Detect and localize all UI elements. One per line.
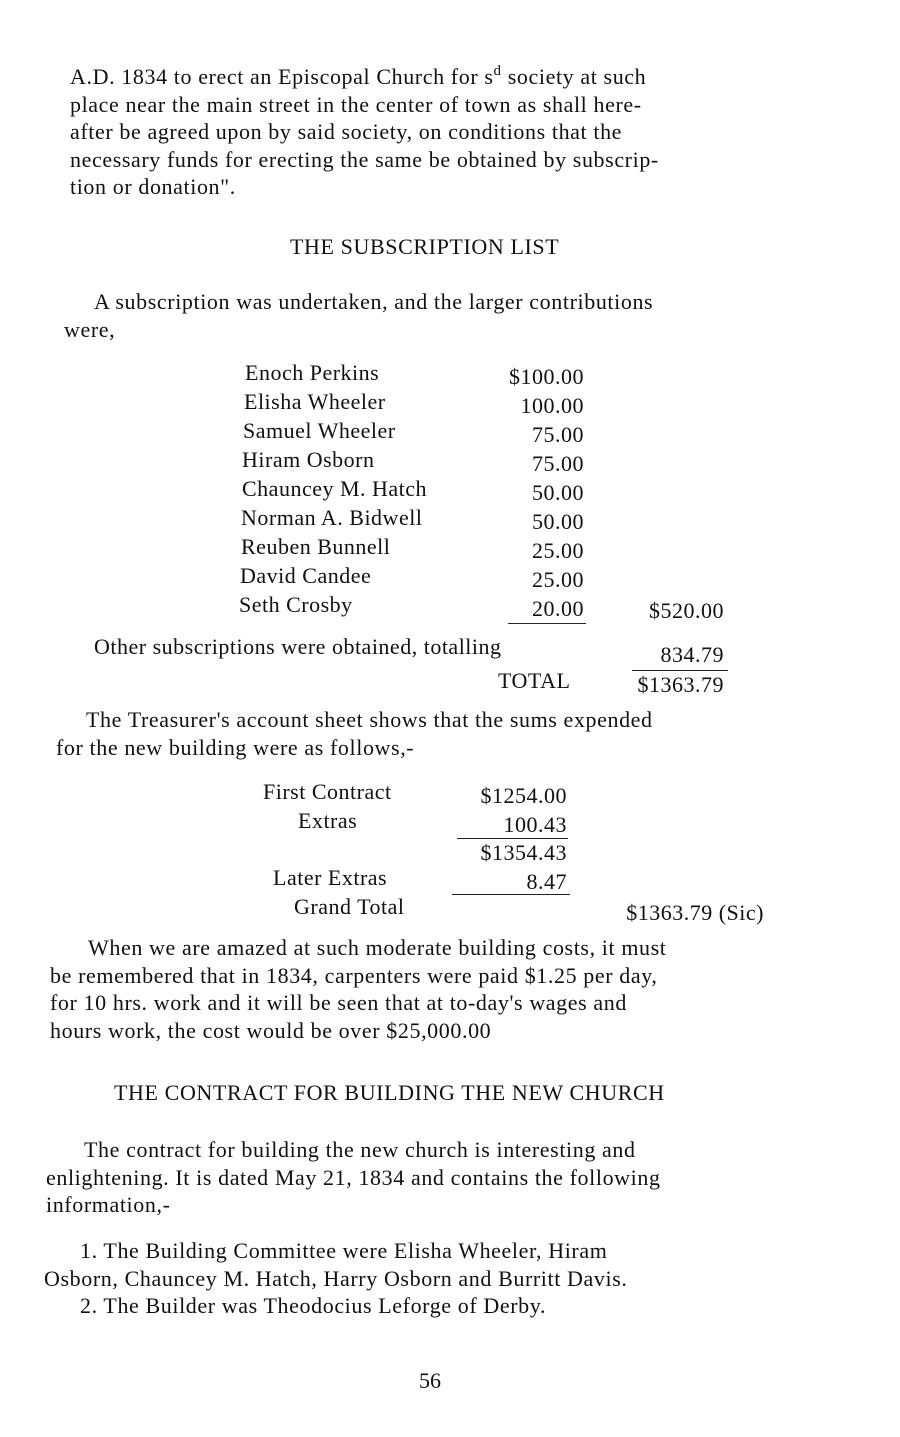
contributor-amount: 100.00 — [520, 393, 584, 418]
treasurer-line-2: for the new building were as follows,- — [56, 734, 415, 760]
costs-paragraph — [50, 934, 667, 1044]
contributor-name: Reuben Bunnell — [241, 534, 391, 559]
treasurer-paragraph — [56, 706, 653, 761]
contract-items — [44, 1237, 627, 1320]
intro-line-4: necessary funds for erecting the same be obtained by subscrip- — [70, 146, 659, 172]
contract-item-1-line-2: Osborn, Chauncey M. Hatch, Harry Osborn and Burritt Davis. — [44, 1265, 628, 1291]
intro-line-3: after be agreed upon by said society, on conditions that the — [70, 119, 623, 144]
superscript-d: d — [493, 63, 502, 79]
expense-label: Extras — [298, 808, 358, 833]
contract-item-1-line-1: 1. The Building Committee were Elisha Wheeler, Hiram — [80, 1238, 608, 1263]
contributor-amount: 25.00 — [532, 538, 584, 563]
costs-line-2: be remembered that in 1834, carpenters were paid $1.25 per day, — [50, 962, 658, 988]
contract-intro-line-2: enlightening. It is dated May 21, 1834 and contains the following — [46, 1164, 661, 1190]
expense-amount: $1354.43 — [480, 840, 567, 865]
contributor-name: Hiram Osborn — [242, 447, 375, 472]
contributor-amount: 75.00 — [532, 422, 584, 447]
contributors-subtotal: $520.00 — [649, 598, 724, 623]
subscription-intro-line-2: were, — [64, 316, 116, 342]
costs-line-1: When we are amazed at such moderate building costs, it must — [88, 935, 667, 960]
contributors-underline — [508, 623, 586, 624]
contributor-amount: 25.00 — [532, 567, 584, 592]
other-subscriptions-amount: 834.79 — [660, 642, 724, 667]
treasurer-line-1: The Treasurer's account sheet shows that the sums expended — [86, 707, 653, 732]
contract-item-2: 2. The Builder was Theodocius Leforge of Derby. — [80, 1293, 547, 1318]
contributor-amount: $100.00 — [509, 364, 584, 389]
total-label: TOTAL — [498, 668, 571, 693]
contributor-name: Enoch Perkins — [245, 360, 380, 385]
expense-amount: $1254.00 — [480, 783, 567, 808]
contributor-name: Norman A. Bidwell — [241, 505, 423, 530]
expense-amount: 100.43 — [503, 812, 567, 837]
contract-heading: THE CONTRACT FOR BUILDING THE NEW CHURCH — [114, 1080, 665, 1105]
subscription-heading: THE SUBSCRIPTION LIST — [290, 234, 560, 259]
subscription-intro-line-1: A subscription was undertaken, and the larger contributions — [94, 289, 654, 314]
costs-line-4: hours work, the cost would be over $25,000.00 — [50, 1017, 492, 1043]
costs-line-3: for 10 hrs. work and it will be seen that at to-day's wages and — [50, 990, 627, 1015]
contributor-amount: 50.00 — [532, 480, 584, 505]
contributor-name: Seth Crosby — [239, 592, 353, 617]
intro-line-2: place near the main street in the center of town as shall here- — [70, 91, 642, 117]
contributor-name: Elisha Wheeler — [244, 389, 386, 414]
other-subscriptions-text: Other subscriptions were obtained, totalling — [94, 634, 502, 659]
contributor-amount: 75.00 — [532, 451, 584, 476]
contract-intro-line-3: information,- — [46, 1192, 171, 1217]
grand-total-label: Grand Total — [294, 894, 405, 919]
expenses-rule-2 — [452, 894, 570, 895]
page-number: 56 — [419, 1368, 441, 1393]
intro-line-1: A.D. 1834 to erect an Episcopal Church for $s^d$ society at such — [70, 63, 647, 89]
contributor-name: Samuel Wheeler — [243, 418, 396, 443]
contract-intro — [46, 1136, 661, 1219]
expense-amount: 8.47 — [526, 869, 567, 894]
contract-intro-line-1: The contract for building the new church is interesting and — [84, 1137, 636, 1162]
contributor-amount: 20.00 — [532, 596, 584, 621]
other-subscriptions-underline — [632, 670, 728, 671]
expense-label: Later Extras — [273, 865, 388, 890]
expense-label: First Contract — [263, 779, 392, 804]
contributor-name: Chauncey M. Hatch — [242, 476, 428, 501]
total-amount: $1363.79 — [637, 672, 724, 697]
subscription-intro — [64, 288, 653, 343]
contributor-name: David Candee — [240, 563, 372, 588]
grand-total-amount: $1363.79 (Sic) — [626, 900, 764, 925]
contributor-amount: 50.00 — [532, 509, 584, 534]
intro-paragraph — [70, 58, 659, 201]
intro-line-5: tion or donation". — [70, 174, 236, 199]
expenses-rule-1 — [457, 838, 568, 839]
